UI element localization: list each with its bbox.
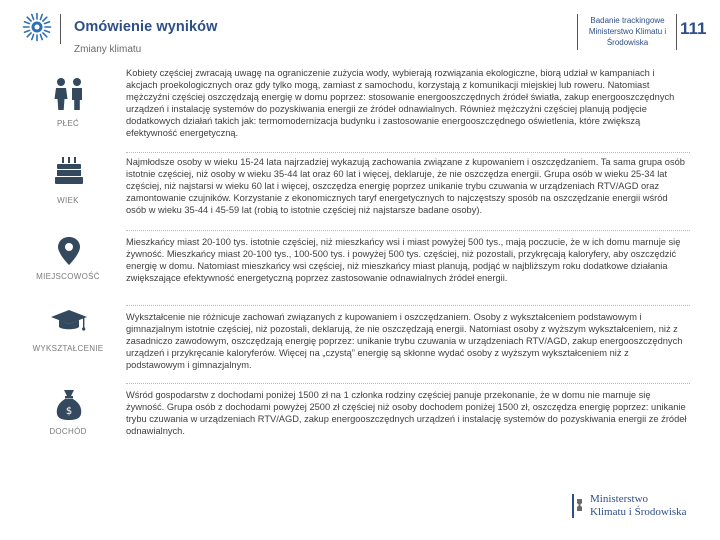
section-text: Mieszkańcy miast 20-100 tys. istotnie częściej, niż mieszkańcy wsi i miast powyżej 500 tys., mają poczucie, że w ich domu marnuje się żywność. Mieszkańcy miast 20-100 tys., 100-500 tys. i powyżej 500 tys. częściej, niż pozostali, przykręcają kaloryfery, aby oszczędzić energię w domu. Natomiast mieszkańcy wsi częściej, niż mieszkańcy miast planują, podjąć w najbliższym roku dodatkowe działania zwiększające efektywność energetyczną poprzez zastosowanie odnawialnych źródeł energii. <box>126 237 681 284</box>
study-name: Badanie trackingowe Ministerstwo Klimatu i Środowiska <box>588 16 667 47</box>
ministry-emblem-icon <box>572 494 584 518</box>
section-icon-col <box>30 389 106 449</box>
section-text: Wśród gospodarstw z dochodami poniżej 1500 zł na 1 członka rodziny częściej panuje przekonanie, że w domu nie marnuje się żywność. Grupa osób z dochodami powyżej 2500 zł częściej niż osoby dochodem poniżej 1500 zł, oszczędza energię poprzez: unikanie trybu czuwania w urządzeniach RTV/AGD, zakup energooszczędnych urządzeń i instalację systemów do pozyskiwania energii ze źródeł odnawialnych. <box>126 390 687 437</box>
logo-line: Klimatu i Środowiska <box>590 506 687 518</box>
ministry-logo-text <box>590 493 687 519</box>
people-icon <box>52 77 86 111</box>
section-icon-col <box>30 67 106 149</box>
section-divider <box>126 152 690 153</box>
section-label: DOCHÓD <box>49 427 87 436</box>
page-subtitle: Zmiany klimatu <box>74 44 142 55</box>
page-number: 111 <box>680 19 707 38</box>
section-icon-col <box>30 311 106 383</box>
header-divider <box>577 14 578 50</box>
section-income <box>30 389 690 449</box>
header-divider <box>676 14 677 50</box>
page-title: Omówienie wyników <box>74 19 218 35</box>
section-label: WYKSZTAŁCENIE <box>32 344 104 353</box>
svg-text:$: $ <box>65 406 73 417</box>
ministry-logo <box>568 492 708 522</box>
section-education <box>30 311 690 383</box>
birthday-cake-icon <box>54 156 84 186</box>
sun-logo-icon <box>22 12 52 42</box>
section-text: Najmłodsze osoby w wieku 15-24 lata najrzadziej wykazują zachowania związane z kupowaniem i oszczędzaniem. Ta sama grupa osób istotnie częściej, niż osoby w wieku 35-44 lat oraz 60 lat i więcej, deklaruje, że nie oszczędza energii. Grupa osób w wieku 25-34 lat częściej, niż najstarsi w wieku 60 lat i więcej, oszczędza energię poprzez unikanie trybu czuwania w urządzeniach RTV/AGD oraz zamontowanie czujników. Korzystanie z ekonomicznych taryf energetycznych to najczęstszy sposób na oszczędzanie energii wśród osób w wieku 35-44 i 45-59 lat (robią to istotnie częściej niż najstarsze badane osoby). <box>126 157 685 216</box>
section-text: Wykształcenie nie różnicuje zachowań związanych z kupowaniem i oszczędzaniem. Osoby z wykształceniem podstawowym i gimnazjalnym istotnie częściej, niż pozostali, deklarują, że nie oszczędzają energii. Natomiast osoby z wyższym wykształceniem, niż z zasadniczo zawodowym, oszczędzają energię poprzez: unikanie trybu czuwania w urządzeniach RTV/AGD, zakup energooszczędnych urządzeń i przykręcanie kaloryferów. Więcej na „czystą” energię są skłonne wydać osoby z wyższym wykształceniem niż z podstawowym i gimnazjalnym. <box>126 312 683 371</box>
section-divider <box>126 383 690 384</box>
section-icon-col <box>30 156 106 230</box>
money-bag-icon <box>55 389 83 421</box>
section-divider <box>126 305 690 306</box>
page-header <box>0 0 720 60</box>
graduation-cap-icon <box>50 309 88 335</box>
section-label: PŁEĆ <box>56 119 80 128</box>
section-place <box>30 236 690 302</box>
logo-line: Ministerstwo <box>590 493 649 505</box>
section-text: Kobiety częściej zwracają uwagę na ograniczenie zużycia wody, wybierają rozwiązania ekologiczne, biorą udział w kampaniach i akcjach proekologicznych oraz gdy tylko mogą, zamiast z samochodu, korzystają z komunikacji miejskiej lub roweru. Natomiast mężczyźni częściej oszczędzają energię w domu poprzez: stosowanie energooszczędnych źródeł światła, zakup energooszczędnych urządzeń i instalację systemów do pozyskiwania energii ze źródeł odnawialnych. Również mężczyźni częściej planują podjęcie dodatkowych działań takich jak: termomodernizacja budynku i zastosowanie energooszczędnego oświetlenia, które zwiększą efektywność energetyczną. <box>126 68 675 139</box>
location-pin-icon <box>56 236 82 266</box>
section-icon-col <box>30 236 106 302</box>
section-label: MIEJSCOWOŚĆ <box>36 272 100 281</box>
header-divider <box>60 14 61 44</box>
section-gender <box>30 67 690 149</box>
section-age <box>30 156 690 230</box>
section-label: WIEK <box>57 196 79 205</box>
section-divider <box>126 230 690 231</box>
